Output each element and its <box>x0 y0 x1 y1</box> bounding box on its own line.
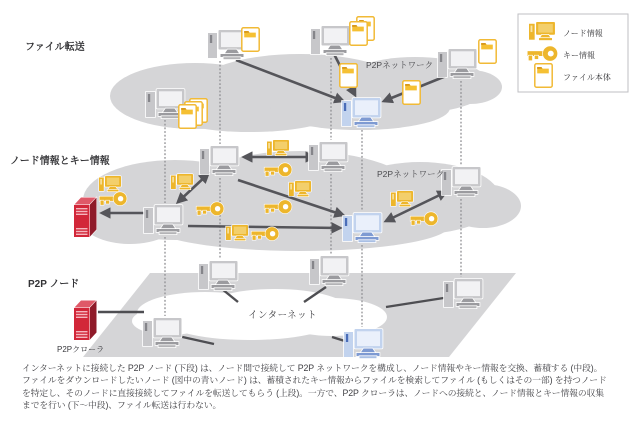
crawler-label: P2Pクローラ <box>57 345 105 354</box>
computer-node-blue <box>342 98 381 127</box>
computer-node <box>208 30 247 59</box>
caption-line: までを行い (下〜中段)、ファイル転送は行わない。 <box>22 400 222 411</box>
node-info-icon <box>267 140 289 155</box>
computer-node <box>144 205 183 234</box>
legend <box>518 14 628 92</box>
layer-label-node-key-info: ノード情報とキー情報 <box>10 156 110 167</box>
file-body-icon <box>340 64 357 87</box>
computer-node <box>199 261 238 290</box>
computer-node-blue <box>343 213 382 242</box>
caption-paragraph <box>22 362 622 412</box>
caption-line: を特定し、そのノードに直接接続してファイルを転送してもらう (上段)。一方で、P2P クローラは、ノードへの接続と、ノード情報とキー情報の収集 <box>22 387 604 398</box>
file-body-icon <box>242 28 259 51</box>
computer-node <box>444 279 483 308</box>
caption-line: ファイルをダウンロードしたいノード (図中の青いノード) は、蓄積されたキー情報からファイルを検索してファイル (もしくはその一部) を持つノード <box>22 375 607 386</box>
file-body-icon <box>403 81 420 104</box>
file-body-icon <box>479 40 496 63</box>
layer-label-file-transfer: ファイル転送 <box>25 42 85 53</box>
file-body-icon <box>179 105 196 128</box>
network-label-middle: P2Pネットワーク <box>377 169 445 179</box>
computer-node <box>438 49 477 78</box>
caption-line: インターネットに接続した P2P ノード (下段) は、ノード間で接続して P2P ネットワークを構成し、ノード情報やキー情報を交換、蓄積する (中段)。 <box>22 363 603 373</box>
network-label-top: P2Pネットワーク <box>366 60 434 70</box>
node-info-icon <box>289 181 311 196</box>
crawler-server-icon <box>74 301 97 341</box>
computer-node <box>143 318 182 347</box>
node-info-icon <box>99 176 121 191</box>
node-info-icon <box>226 225 248 240</box>
file-body-icon <box>535 64 552 87</box>
computer-node <box>200 146 239 175</box>
crawler-server-icon <box>74 198 97 238</box>
computer-node <box>310 256 349 285</box>
computer-node <box>311 26 350 55</box>
node-info-icon <box>529 22 555 40</box>
layer-label-p2p-node: P2P ノード <box>28 279 80 290</box>
legend-label-file-body: ファイル本体 <box>563 73 611 82</box>
legend-label-node-info: ノード情報 <box>563 29 603 38</box>
legend-label-key-info: キー情報 <box>563 51 595 60</box>
node-info-icon <box>391 191 413 206</box>
computer-node <box>442 167 481 196</box>
internet-label: インターネット <box>248 310 318 321</box>
computer-node-blue <box>344 329 383 358</box>
file-body-icon <box>350 22 367 45</box>
node-info-icon <box>171 174 193 189</box>
crawler-servers <box>74 198 97 341</box>
computer-node <box>309 142 348 171</box>
